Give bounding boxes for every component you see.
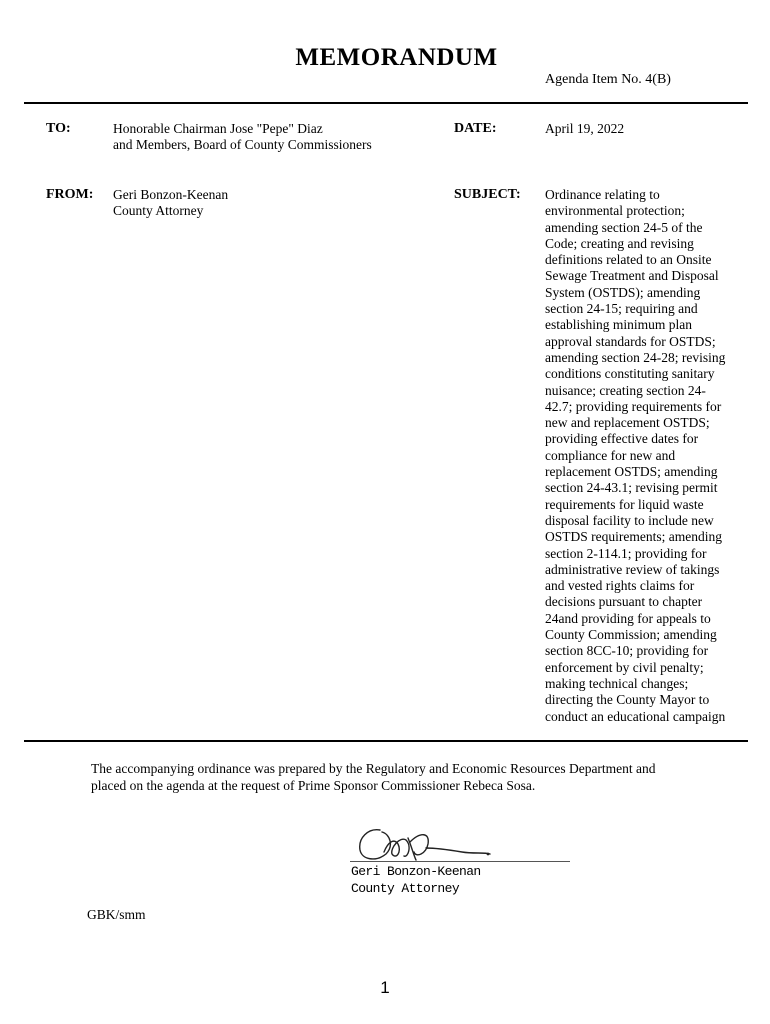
signer-name: Geri Bonzon-Keenan xyxy=(351,864,481,879)
subject-line: Sewage Treatment and Disposal xyxy=(545,268,719,284)
agenda-item-number: Agenda Item No. 4(B) xyxy=(545,72,671,87)
subject-line: nuisance; creating section 24- xyxy=(545,382,706,398)
subject-line: County Commission; amending xyxy=(545,627,717,643)
subject-label: SUBJECT: xyxy=(454,187,521,202)
subject-line: section 24-43.1; revising permit xyxy=(545,480,718,496)
header-bottom-rule xyxy=(24,740,748,742)
subject-line: providing effective dates for xyxy=(545,431,699,447)
body-line: placed on the agenda at the request of Prime Sponsor Commissioner Rebeca Sosa. xyxy=(91,778,536,793)
subject-line: conditions constituting sanitary xyxy=(545,366,715,382)
subject-line: requirements for liquid waste xyxy=(545,496,704,512)
subject-text xyxy=(545,187,740,725)
subject-line: establishing minimum plan xyxy=(545,317,692,333)
subject-line: section 24-15; requiring and xyxy=(545,301,698,317)
signer-title: County Attorney xyxy=(351,880,460,896)
subject-line: Ordinance relating to xyxy=(545,187,660,202)
from-sender xyxy=(113,187,228,220)
from-line: County Attorney xyxy=(113,203,204,219)
subject-line: enforcement by civil penalty; xyxy=(545,659,704,675)
signature-line xyxy=(350,861,570,862)
subject-line: directing the County Mayor to xyxy=(545,692,710,708)
header-top-rule xyxy=(24,102,748,104)
subject-line: replacement OSTDS; amending xyxy=(545,464,718,480)
subject-line: decisions pursuant to chapter xyxy=(545,594,703,610)
subject-line: amending section 24-5 of the xyxy=(545,219,703,235)
subject-line: amending section 24-28; revising xyxy=(545,349,726,365)
to-line: Honorable Chairman Jose "Pepe" Diaz xyxy=(113,121,323,136)
subject-line: System (OSTDS); amending xyxy=(545,284,701,300)
subject-line: compliance for new and xyxy=(545,447,676,463)
subject-line: approval standards for OSTDS; xyxy=(545,333,716,349)
body-line: The accompanying ordinance was prepared by the Regulatory and Economic Resources Department and xyxy=(91,761,656,776)
date-value: April 19, 2022 xyxy=(545,121,625,136)
subject-line: disposal facility to include new xyxy=(545,512,714,528)
subject-line: making technical changes; xyxy=(545,675,689,691)
date-label: DATE: xyxy=(454,121,497,136)
typist-initials: GBK/smm xyxy=(87,907,146,922)
subject-line: new and replacement OSTDS; xyxy=(545,415,710,431)
subject-line: environmental protection; xyxy=(545,203,685,219)
subject-line: section 2-114.1; providing for xyxy=(545,545,707,561)
subject-line: 42.7; providing requirements for xyxy=(545,398,722,414)
signature-block xyxy=(351,864,481,897)
subject-line: OSTDS requirements; amending xyxy=(545,529,722,545)
memo-body xyxy=(91,760,711,794)
to-label: TO: xyxy=(46,121,71,136)
subject-line: and vested rights claims for xyxy=(545,578,695,594)
memo-title: MEMORANDUM xyxy=(295,44,498,71)
from-line: Geri Bonzon-Keenan xyxy=(113,187,229,202)
subject-line: administrative review of takings xyxy=(545,561,720,577)
to-line: and Members, Board of County Commissioners xyxy=(113,137,372,153)
page-number: 1 xyxy=(380,978,390,997)
to-recipient xyxy=(113,121,372,154)
subject-line: Code; creating and revising xyxy=(545,235,694,251)
subject-line: 24and providing for appeals to xyxy=(545,610,711,626)
from-label: FROM: xyxy=(46,187,94,202)
handwritten-signature xyxy=(350,818,500,866)
subject-line: definitions related to an Onsite xyxy=(545,252,712,268)
subject-line: conduct an educational campaign xyxy=(545,708,726,724)
subject-line: section 8CC-10; providing for xyxy=(545,643,709,659)
